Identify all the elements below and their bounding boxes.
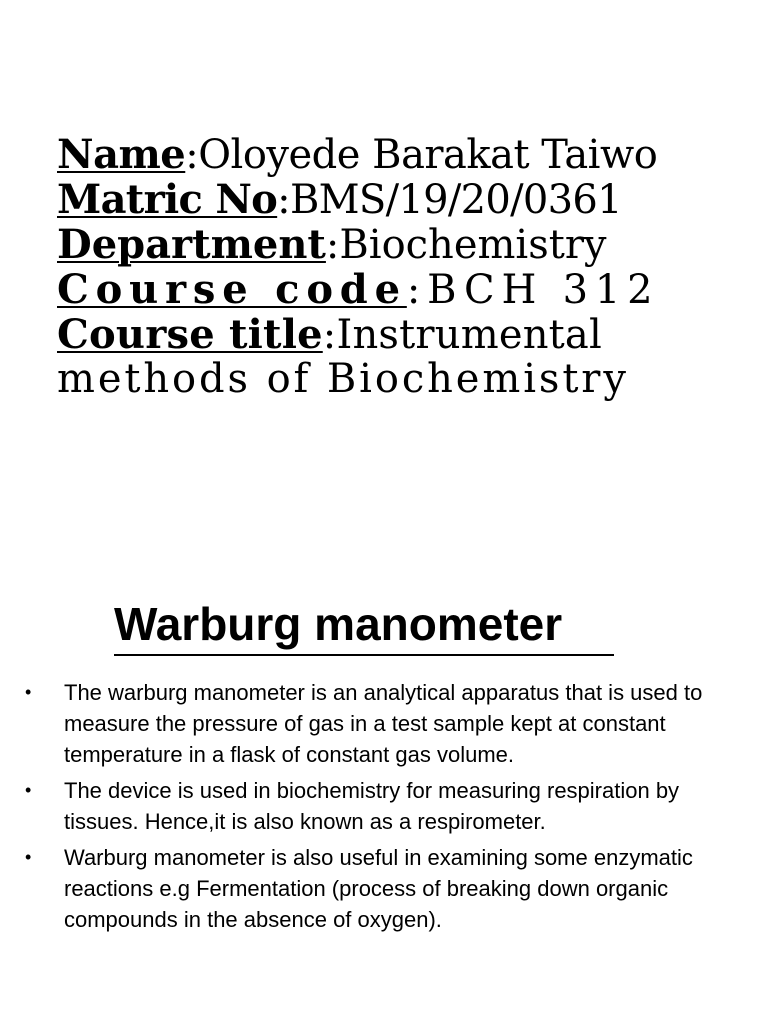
department-line — [57, 222, 697, 267]
student-info-block — [57, 132, 697, 402]
bullet-dot: • — [25, 847, 32, 867]
bullet-text: The device is used in biochemistry for measuring respiration by tissues. Hence,it is also known as a respirometer. — [64, 778, 680, 834]
bullet-item — [22, 775, 722, 837]
bullet-item — [22, 677, 722, 770]
course-code-value: :BCH 312 — [406, 267, 660, 313]
name-line — [57, 132, 697, 177]
bullet-item — [22, 842, 722, 935]
course-title-continued: methods of Biochemistry — [57, 356, 629, 402]
matric-value: :BMS/19/20/0361 — [277, 177, 622, 223]
bullet-dot: • — [25, 682, 32, 702]
course-title-value: :Instrumental — [322, 312, 602, 358]
matric-label: Matric No — [57, 176, 278, 223]
bullet-text: Warburg manometer is also useful in examining some enzymatic reactions e.g Fermentation (process of breaking down organic compounds in the absence of oxygen). — [64, 845, 693, 932]
bullet-dot: • — [25, 780, 32, 800]
course-code-line — [57, 267, 697, 312]
course-title-line — [57, 312, 697, 357]
slide-title: Warburg manometer — [114, 596, 614, 656]
department-value: :Biochemistry — [325, 222, 607, 268]
matric-line — [57, 177, 697, 222]
department-label: Department — [57, 221, 326, 268]
bullet-text: The warburg manometer is an analytical apparatus that is used to measure the pressure of gas in a test sample kept at constant temperature in a flask of constant gas volume. — [64, 680, 703, 767]
course-code-label: Course code — [57, 266, 407, 313]
bullet-list — [22, 677, 722, 940]
name-label: Name — [57, 131, 186, 178]
course-title-label: Course title — [57, 311, 323, 358]
name-value: :Oloyede Barakat Taiwo — [185, 132, 658, 178]
